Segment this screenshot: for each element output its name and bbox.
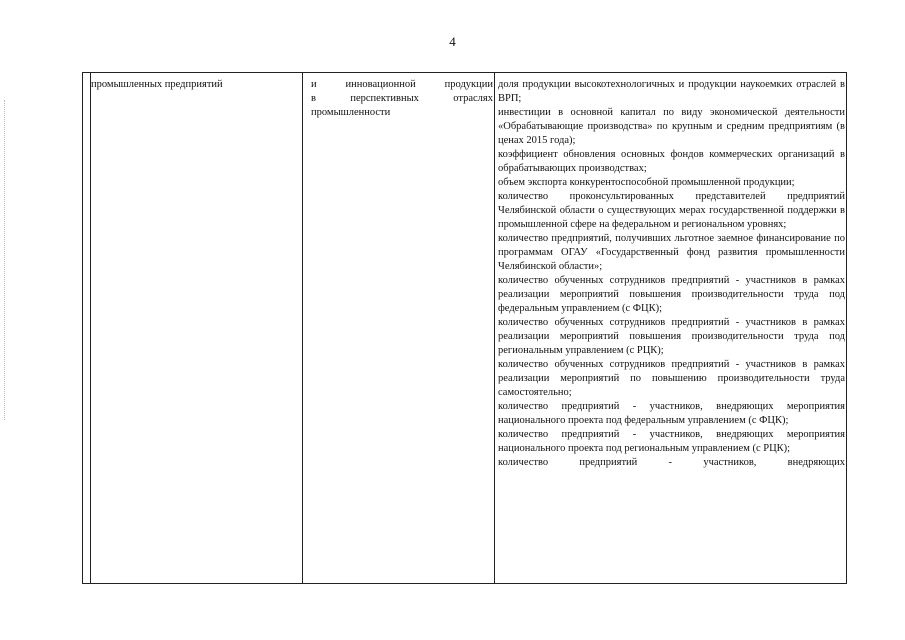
indicators-table [82, 72, 847, 584]
margin-scan-mark [4, 100, 6, 420]
column-divider [90, 73, 91, 583]
indicator-item: инвестиции в основной капитал по виду экономической деятельности «Обрабатывающие производства» по крупным и средним предприятиям (в ценах 2015 года); [498, 107, 845, 146]
indicator-item: количество предприятий, получивших льготное заемное финансирование по программам ОГАУ «Государственный фонд развития промышленности Челябинской области»; [498, 233, 845, 272]
indicator-item: количество предприятий - участников, внедряющих мероприятия национального проекта под региональным управлением (с РЦК); [498, 429, 845, 454]
result-cell [311, 78, 493, 120]
indicator-item: количество обученных сотрудников предприятий - участников в рамках реализации мероприятий повышения производительности труда под региональным управлением (с РЦК); [498, 317, 845, 356]
result-line: в перспективных отраслях [311, 93, 493, 104]
indicator-item: коэффициент обновления основных фондов коммерческих организаций в обрабатывающих производствах; [498, 149, 845, 174]
column-divider [302, 73, 303, 583]
indicator-item: количество предприятий - участников, внедряющих мероприятия национального проекта под федеральным управлением (с ФЦК); [498, 401, 845, 426]
page-number: 4 [449, 34, 456, 49]
project-name-cell: промышленных предприятий [91, 79, 223, 90]
indicator-item: количество обученных сотрудников предприятий - участников в рамках реализации мероприятий по повышению производительности труда самостоятельно; [498, 359, 845, 398]
column-divider [494, 73, 495, 583]
indicator-item: количество проконсультированных представителей предприятий Челябинской области о существующих мерах государственной поддержки в промышленной сфере на федеральном и региональном уровнях; [498, 191, 845, 230]
indicators-cell [498, 78, 845, 470]
indicator-item: объем экспорта конкурентоспособной промышленной продукции; [498, 177, 795, 188]
result-line: и инновационной продукции [311, 79, 493, 90]
indicator-item: доля продукции высокотехнологичных и продукции наукоемких отраслей в ВРП; [498, 79, 845, 104]
result-line: промышленности [311, 107, 391, 118]
indicator-item: количество обученных сотрудников предприятий - участников в рамках реализации мероприятий повышения производительности труда под федеральным управлением (с ФЦК); [498, 275, 845, 314]
indicator-item: количество предприятий - участников, внедряющих [498, 457, 845, 468]
